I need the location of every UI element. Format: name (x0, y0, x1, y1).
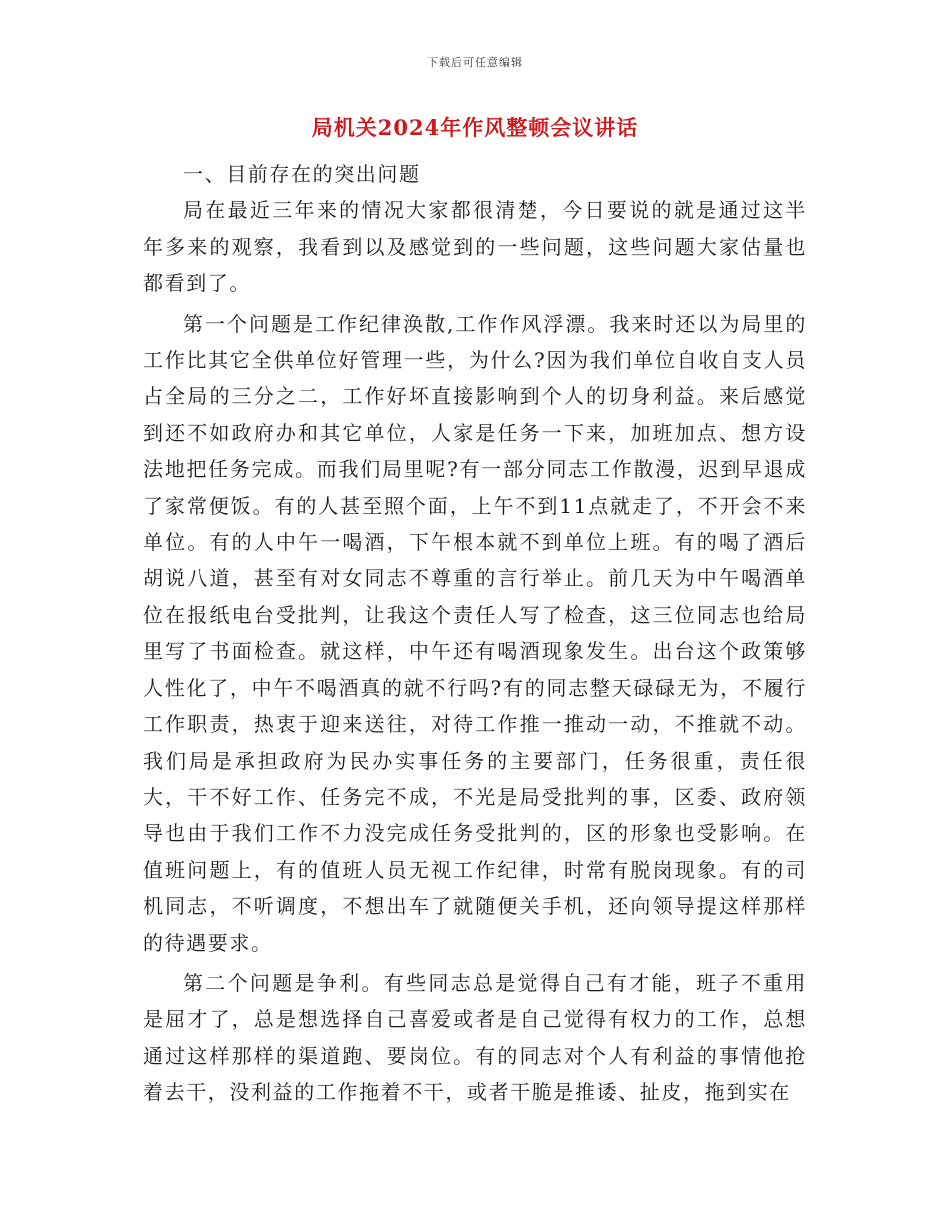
paragraph-intro: 局在最近三年来的情况大家都很清楚，今日要说的就是通过这半年多来的观察，我看到以及感觉到的一些问题，这些问题大家估量也都看到了。 (143, 198, 807, 296)
section-heading: 一、目前存在的突出问题 (183, 162, 421, 186)
header-note: 下载后可任意编辑 (427, 56, 523, 69)
paragraph-problem-one: 第一个问题是工作纪律涣散,工作作风浮漂。我来时还以为局里的工作比其它全供单位好管理一些，为什么?因为我们单位自收自支人员占全局的三分之二，工作好坏直接影响到个人的切身利益。来后感觉到还不如政府办和其它单位，人家是任务一下来，加班加点、想方设法地把任务完成。而我们局里呢?有一部分同志工作散漫，迟到早退成了家常便饭。有的人甚至照个面，上午不到11点就走了，不开会不来单位。有的人中午一喝酒，下午根本就不到单位上班。有的喝了酒后胡说八道，甚至有对女同志不尊重的言行举止。前几天为中午喝酒单位在报纸电台受批判，让我这个责任人写了检查，这三位同志也给局里写了书面检查。就这样，中午还有喝酒现象发生。出台这个政策够人性化了，中午不喝酒真的就不行吗?有的同志整天碌碌无为，不履行工作职责，热衷于迎来送往，对待工作推一推动一动，不推就不动。我们局是承担政府为民办实事任务的主要部门，任务很重，责任很大，干不好工作、任务完不成，不光是局受批判的事，区委、政府领导也由于我们工作不力没完成任务受批判的，区的形象也受影响。在值班问题上，有的值班人员无视工作纪律，时常有脱岗现象。有的司机同志，不听调度，不想出车了就随便关手机，还向领导提这样那样的待遇要求。 (143, 311, 807, 955)
paragraph-problem-two: 第二个问题是争利。有些同志总是觉得自己有才能，班子不重用是屈才了，总是想选择自己喜爱或者是自己觉得有权力的工作，总想通过这样那样的渠道跑、要岗位。有的同志对个人有利益的事情他抢着去干，没利益的工作拖着不干，或者干脆是推诿、扯皮，拖到实在 (143, 970, 807, 1105)
document-title: 局机关2024年作风整顿会议讲话 (311, 115, 639, 140)
document-body (143, 156, 807, 1115)
